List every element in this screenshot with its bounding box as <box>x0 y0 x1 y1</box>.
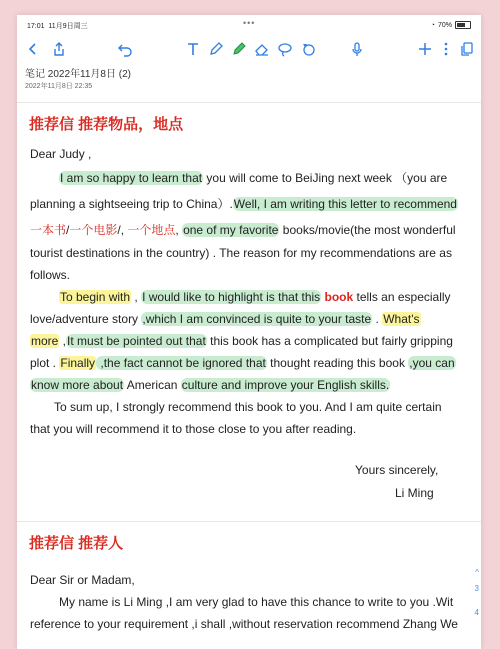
note-page-2[interactable] <box>17 521 481 649</box>
undo-icon[interactable] <box>115 39 135 59</box>
note-title[interactable]: 笔记 2022年11月8日 (2) <box>25 69 131 80</box>
eraser-icon[interactable] <box>252 39 272 59</box>
page-number: 3 <box>474 584 479 593</box>
text-line: reference to your requirement ,i shall ,without reservation recommend Zhang We <box>30 617 458 631</box>
note-meta <box>25 65 131 91</box>
page-number: 4 <box>474 608 479 617</box>
letter-greeting: Dear Sir or Madam, <box>30 573 135 587</box>
toolbar <box>17 35 481 63</box>
text-line: more ,It must be pointed out that this book has a complicated but fairly gripping <box>31 334 453 348</box>
letter-signature: Li Ming <box>395 486 434 500</box>
status-right <box>431 21 471 29</box>
text-line: To begin with , I would like to highlight is that this book tells an especially <box>60 290 451 304</box>
share-icon[interactable] <box>49 39 69 59</box>
letter-greeting: Dear Judy , <box>30 147 92 161</box>
section-heading: 推荐信 推荐人 <box>29 535 124 552</box>
scroll-up-icon[interactable]: ^ <box>475 568 479 577</box>
tablet-screen <box>17 15 481 649</box>
letter-closing: Yours sincerely, <box>355 463 439 477</box>
add-icon[interactable] <box>415 39 435 59</box>
more-icon[interactable] <box>436 39 456 59</box>
pen-icon[interactable] <box>206 39 226 59</box>
text-line: 一本书/一个电影/, 一个地点, one of my favorite books/movie(the most wonderful <box>30 223 456 237</box>
text-line: know more about American culture and improve your English skills. <box>31 378 390 392</box>
battery-percent: 70% <box>437 21 452 29</box>
text-line: I am so happy to learn that you will come to BeiJing next week （you are <box>60 171 448 185</box>
wifi-icon: ◔ <box>430 21 435 29</box>
text-line: plot . Finally ,the fact cannot be ignored that thought reading this book ,you can <box>30 356 455 370</box>
text-line: planning a sightseeing trip to China）.Well, I am writing this letter to recommend <box>30 197 457 211</box>
highlighter-icon[interactable] <box>229 39 249 59</box>
section-heading: 推荐信 推荐物品，地点 <box>29 116 184 133</box>
text-tool-icon[interactable] <box>183 39 203 59</box>
text-line: My name is Li Ming ,I am very glad to have this chance to write to you .Wit <box>59 595 454 609</box>
text-line: follows. <box>30 268 71 282</box>
lasso-icon[interactable] <box>275 39 295 59</box>
pages-icon[interactable] <box>457 39 477 59</box>
multitask-dots-icon[interactable]: ••• <box>243 18 256 28</box>
note-date: 2022年11月8日 22:35 <box>25 83 93 90</box>
note-page-1[interactable] <box>17 102 481 564</box>
shapes-icon[interactable] <box>298 39 318 59</box>
status-bar <box>17 15 481 35</box>
status-time: 17:01 11月9日周三 <box>27 23 88 30</box>
microphone-icon[interactable] <box>347 39 367 59</box>
battery-icon <box>455 21 471 29</box>
text-line: love/adventure story ,which I am convinced is quite to your taste . What's <box>30 312 420 326</box>
back-arrow-icon[interactable] <box>23 39 43 59</box>
text-line: that you will recommend it to those close to you after reading. <box>30 422 357 436</box>
text-line: tourist destinations in the country) . The reason for my recommendations are as <box>30 246 452 260</box>
text-line: To sum up, I strongly recommend this book to you. And I am quite certain <box>54 400 442 414</box>
